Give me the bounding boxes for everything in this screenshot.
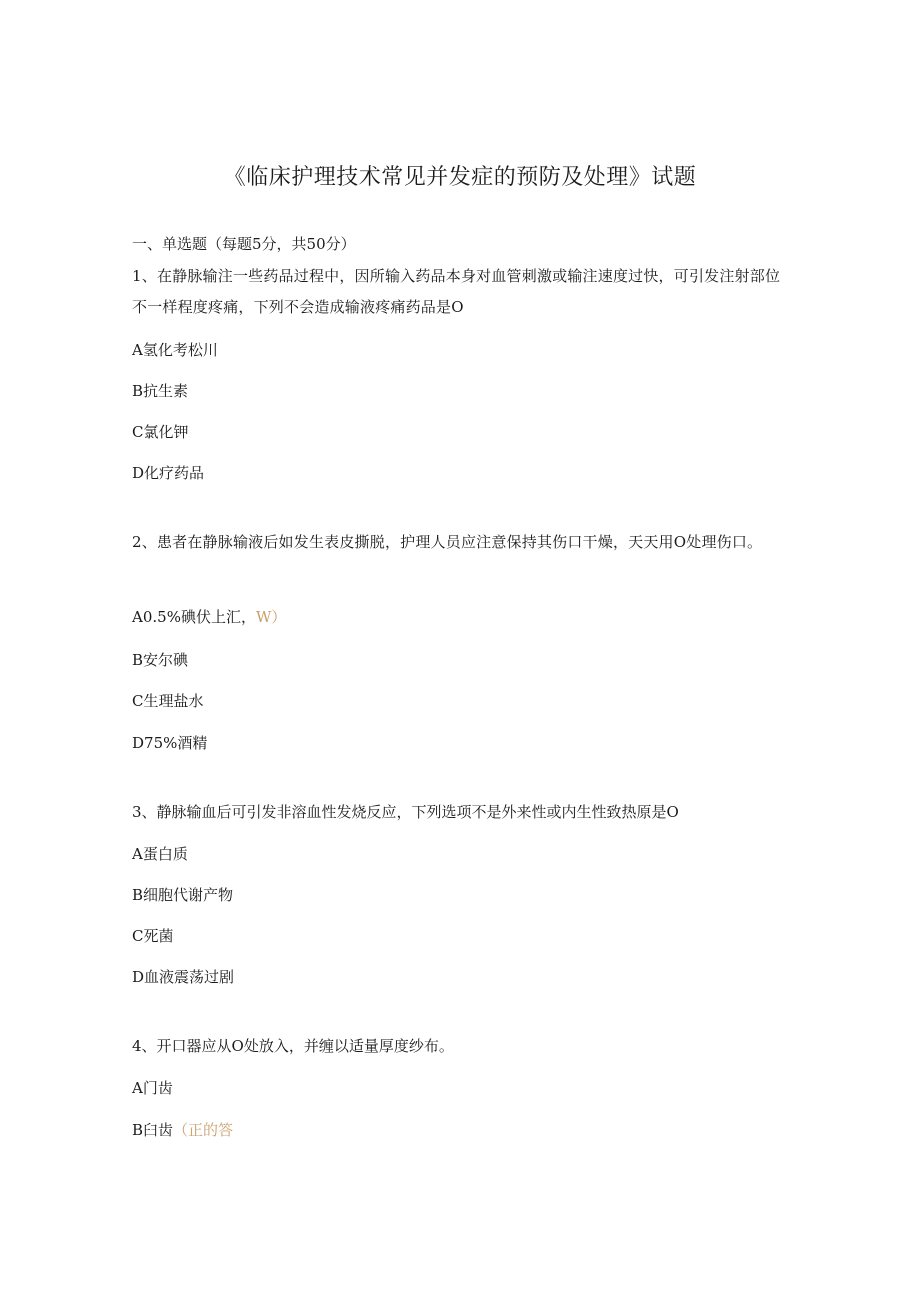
question-4-answer-mark: （正的答 xyxy=(173,1121,234,1139)
document-title: 《临床护理技术常见并发症的预防及处理》试题 xyxy=(223,165,697,190)
question-2-option-d: D75%酒精 xyxy=(132,734,208,752)
question-2-answer-mark: W） xyxy=(255,608,287,626)
question-2-option-c: C生理盐水 xyxy=(132,692,204,710)
question-2-stem: 2、患者在静脉输液后如发生表皮撕脱，护理人员应注意保持其伤口干燥，天天用O处理伤口。 xyxy=(132,533,763,551)
question-3-option-d: D血液震荡过剧 xyxy=(132,968,235,986)
question-1-stem: 1、在静脉输注一些药品过程中，因所输入药品本身对血管刺激或输注速度过快，可引发注射部位不一样程度疼痛，下列不会造成输液疼痛药品是O xyxy=(132,267,781,316)
question-3-option-a: A蛋白质 xyxy=(132,845,188,863)
question-3-option-c: C死菌 xyxy=(132,927,174,945)
question-3-option-b: B细胞代谢产物 xyxy=(132,886,234,904)
question-4-option-a: A门齿 xyxy=(132,1079,173,1097)
question-1-option-c: C氯化钾 xyxy=(132,423,189,441)
question-1-option-d: D化疗药品 xyxy=(132,464,205,482)
question-2-option-a xyxy=(132,606,286,627)
question-2-option-a-text: A0.5%碘伏上汇， xyxy=(132,608,256,626)
question-4-option-b-text: B臼齿 xyxy=(132,1121,174,1139)
question-1-option-a: A氢化考松川 xyxy=(132,341,218,359)
question-2-option-b: B安尔碘 xyxy=(132,651,189,669)
question-1-option-b: B抗生素 xyxy=(132,382,189,400)
question-3-stem: 3、静脉输血后可引发非溶血性发烧反应，下列选项不是外来性或内生性致热原是O xyxy=(132,803,679,821)
question-4-stem: 4、开口器应从O处放入，并缠以适量厚度纱布。 xyxy=(132,1037,454,1055)
question-4-option-b xyxy=(132,1119,233,1140)
section-header: 一、单选题（每题5分，共50分） xyxy=(132,235,356,253)
